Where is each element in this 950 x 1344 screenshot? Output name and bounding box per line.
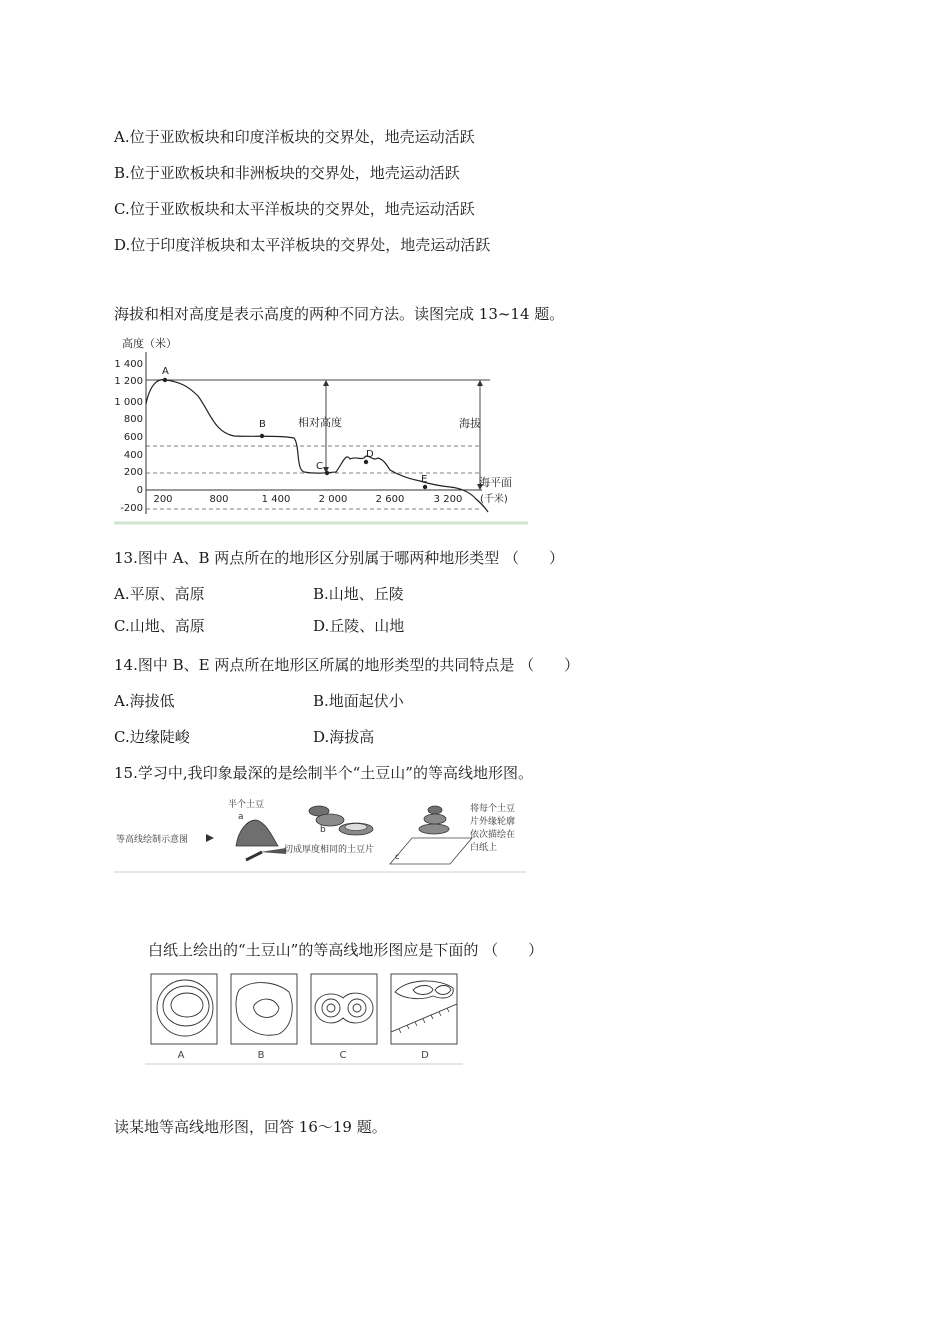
label-relative-height: 相对高度 bbox=[298, 416, 342, 429]
label-c: c bbox=[395, 852, 400, 861]
x-tick: 3 200 bbox=[433, 494, 463, 505]
label-half-potato: 半个土豆 bbox=[228, 800, 265, 810]
point-label-b: B bbox=[259, 419, 266, 430]
label-b: b bbox=[320, 825, 326, 835]
paper-sheet bbox=[390, 838, 472, 864]
knife-shape bbox=[260, 848, 286, 854]
q15-stem: 15.学习中,我印象最深的是绘制半个“土豆山”的等高线地形图。 bbox=[114, 764, 533, 782]
q12-option-b: B.位于亚欧板块和非洲板块的交界处，地壳运动活跃 bbox=[114, 164, 460, 182]
label-trace-3: 依次描绘在 bbox=[470, 830, 516, 840]
label-altitude: 海拔 bbox=[459, 417, 481, 430]
point-label-e: E bbox=[421, 474, 428, 485]
q14-option-b: B.地面起伏小 bbox=[313, 692, 404, 710]
intro-13-14: 海拔和相对高度是表示高度的两种不同方法。读图完成 13~14 题。 bbox=[114, 305, 565, 323]
q13-option-a: A.平原、高原 bbox=[114, 585, 205, 603]
half-potato-shape bbox=[236, 820, 278, 846]
q13-option-c: C.山地、高原 bbox=[114, 617, 205, 635]
q13-option-b: B.山地、丘陵 bbox=[313, 585, 404, 603]
terrain-profile-figure bbox=[110, 334, 535, 528]
label-a: a bbox=[238, 812, 244, 822]
label-trace-2: 片外缘轮廓 bbox=[470, 817, 516, 827]
y-tick: 0 bbox=[136, 485, 143, 496]
y-tick: 1 200 bbox=[114, 376, 143, 387]
q12-option-d: D.位于印度洋板块和太平洋板块的交界处，地壳运动活跃 bbox=[114, 236, 491, 254]
point-label-a: A bbox=[162, 366, 169, 377]
q12-option-c: C.位于亚欧板块和太平洋板块的交界处，地壳运动活跃 bbox=[114, 200, 475, 218]
choice-label-a: A bbox=[177, 1050, 185, 1061]
choice-label-b: B bbox=[257, 1050, 265, 1061]
x-tick: 200 bbox=[153, 494, 173, 505]
q13-stem: 13.图中 A、B 两点所在的地形区分别属于哪两种地形类型 （ ） bbox=[114, 549, 565, 567]
choice-label-c: C bbox=[339, 1050, 347, 1061]
contour-choices-figure bbox=[143, 970, 467, 1066]
label-trace-1: 将每个土豆 bbox=[470, 804, 516, 814]
potato-contour-figure bbox=[112, 798, 532, 876]
y-tick: 600 bbox=[123, 432, 143, 443]
y-tick: 1 400 bbox=[114, 359, 143, 370]
q14-option-d: D.海拔高 bbox=[313, 728, 375, 746]
intro-16-19: 读某地等高线地形图，回答 16～19 题。 bbox=[114, 1118, 387, 1136]
point-label-c: C bbox=[316, 461, 323, 472]
x-tick: 800 bbox=[209, 494, 229, 505]
y-tick: 200 bbox=[123, 467, 143, 478]
label-sea-level: 海平面 bbox=[479, 476, 512, 489]
q13-option-d: D.丘陵、山地 bbox=[313, 617, 405, 635]
y-tick: 800 bbox=[123, 414, 143, 425]
q15-question: 白纸上绘出的“土豆山”的等高线地形图应是下面的 （ ） bbox=[148, 941, 544, 959]
label-cut: 切成厚度相同的土豆片 bbox=[284, 845, 375, 855]
y-tick: 400 bbox=[123, 450, 143, 461]
label-trace-4: 白纸上 bbox=[470, 843, 498, 853]
x-tick: 2 600 bbox=[375, 494, 405, 505]
figure-caption: 等高线绘制示意图 bbox=[116, 835, 189, 845]
y-tick: -200 bbox=[120, 503, 143, 514]
y-axis-title: 高度（米） bbox=[122, 337, 177, 350]
q14-stem: 14.图中 B、E 两点所在地形区所属的地形类型的共同特点是 （ ） bbox=[114, 656, 580, 674]
q12-option-a: A.位于亚欧板块和印度洋板块的交界处，地壳运动活跃 bbox=[114, 128, 475, 146]
y-tick: 1 000 bbox=[114, 397, 143, 408]
x-tick: 2 000 bbox=[318, 494, 348, 505]
point-label-d: D bbox=[366, 449, 374, 460]
x-unit: (千米) bbox=[480, 494, 508, 505]
choice-label-d: D bbox=[421, 1050, 429, 1061]
q14-option-c: C.边缘陡峻 bbox=[114, 728, 190, 746]
x-tick: 1 400 bbox=[261, 494, 291, 505]
q14-option-a: A.海拔低 bbox=[114, 692, 175, 710]
